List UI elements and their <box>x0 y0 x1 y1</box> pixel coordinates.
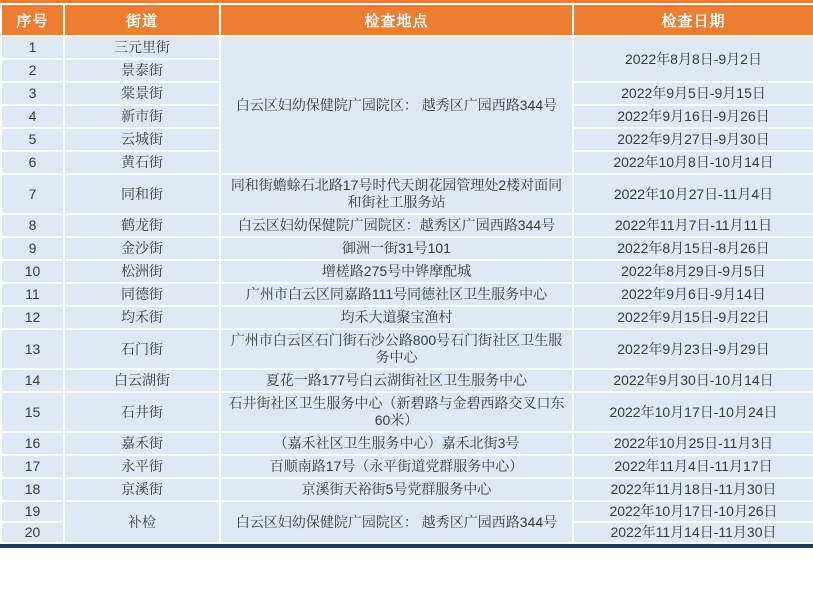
cell-date: 2022年9月6日-9月14日 <box>573 283 813 306</box>
cell-date: 2022年9月15日-9月22日 <box>573 306 813 329</box>
cell-location: 白云区妇幼保健院广园院区：越秀区广园西路344号 <box>220 214 573 237</box>
table-row <box>1 214 813 237</box>
cell-date: 2022年11月7日-11月11日 <box>573 214 813 237</box>
cell-no: 17 <box>1 455 64 478</box>
cell-date: 2022年9月27日-9月30日 <box>573 128 813 151</box>
cell-no: 13 <box>1 329 64 369</box>
cell-street: 棠景街 <box>64 82 220 105</box>
cell-street: 石门街 <box>64 329 220 369</box>
cell-no: 2 <box>1 59 64 82</box>
cell-date: 2022年9月5日-9月15日 <box>573 82 813 105</box>
cell-street: 金沙街 <box>64 237 220 260</box>
cell-street: 新市街 <box>64 105 220 128</box>
table-row <box>1 478 813 501</box>
cell-location: 增槎路275号中铧摩配城 <box>220 260 573 283</box>
cell-no: 9 <box>1 237 64 260</box>
cell-no: 18 <box>1 478 64 501</box>
cell-location: 广州市白云区石门街石沙公路800号石门街社区卫生服务中心 <box>220 329 573 369</box>
cell-street: 补检 <box>64 501 220 543</box>
cell-date: 2022年11月4日-11月17日 <box>573 455 813 478</box>
cell-street: 均禾街 <box>64 306 220 329</box>
table-row <box>1 260 813 283</box>
cell-location: 京溪街天裕街5号党群服务中心 <box>220 478 573 501</box>
cell-street: 同德街 <box>64 283 220 306</box>
cell-street: 三元里街 <box>64 36 220 59</box>
cell-date: 2022年8月8日-9月2日 <box>573 36 813 82</box>
column-header-no: 序号 <box>1 4 64 36</box>
cell-no: 11 <box>1 283 64 306</box>
cell-no: 4 <box>1 105 64 128</box>
header-row <box>1 4 813 36</box>
cell-street: 同和街 <box>64 174 220 214</box>
cell-no: 7 <box>1 174 64 214</box>
cell-date: 2022年8月15日-8月26日 <box>573 237 813 260</box>
column-header-date: 检查日期 <box>573 4 813 36</box>
cell-street: 京溪街 <box>64 478 220 501</box>
cell-no: 12 <box>1 306 64 329</box>
table-row <box>1 237 813 260</box>
column-header-location: 检查地点 <box>220 4 573 36</box>
table-header <box>1 4 813 36</box>
table-row <box>1 306 813 329</box>
cell-no: 8 <box>1 214 64 237</box>
cell-no: 10 <box>1 260 64 283</box>
cell-date: 2022年11月14日-11月30日 <box>573 522 813 543</box>
bottom-border-bar <box>0 544 813 548</box>
table-row <box>1 455 813 478</box>
table-body <box>1 36 813 543</box>
cell-location: （嘉禾社区卫生服务中心）嘉禾北街3号 <box>220 432 573 455</box>
cell-date: 2022年10月17日-10月26日 <box>573 501 813 522</box>
cell-location: 白云区妇幼保健院广园院区： 越秀区广园西路344号 <box>220 36 573 174</box>
cell-no: 6 <box>1 151 64 174</box>
cell-date: 2022年9月30日-10月14日 <box>573 369 813 392</box>
cell-date: 2022年11月18日-11月30日 <box>573 478 813 501</box>
cell-no: 1 <box>1 36 64 59</box>
table-row <box>1 36 813 59</box>
table-row <box>1 283 813 306</box>
cell-location: 同和街蟾蜍石北路17号时代天朗花园管理处2楼对面同和街社工服务站 <box>220 174 573 214</box>
column-header-street: 街道 <box>64 4 220 36</box>
table-row <box>1 174 813 214</box>
cell-date: 2022年10月27日-11月4日 <box>573 174 813 214</box>
cell-date: 2022年8月29日-9月5日 <box>573 260 813 283</box>
cell-no: 14 <box>1 369 64 392</box>
cell-location: 百顺南路17号（永平街道党群服务中心） <box>220 455 573 478</box>
cell-street: 白云湖街 <box>64 369 220 392</box>
cell-no: 3 <box>1 82 64 105</box>
table-row <box>1 329 813 369</box>
cell-no: 5 <box>1 128 64 151</box>
table-row <box>1 501 813 522</box>
cell-location: 均禾大道聚宝渔村 <box>220 306 573 329</box>
cell-location: 石井街社区卫生服务中心（新碧路与金碧西路交叉口东60米） <box>220 392 573 432</box>
cell-street: 松洲街 <box>64 260 220 283</box>
cell-street: 黄石街 <box>64 151 220 174</box>
cell-date: 2022年10月8日-10月14日 <box>573 151 813 174</box>
cell-street: 鹤龙街 <box>64 214 220 237</box>
table-row <box>1 369 813 392</box>
inspection-schedule-table <box>0 3 813 544</box>
table-row <box>1 432 813 455</box>
cell-date: 2022年9月16日-9月26日 <box>573 105 813 128</box>
cell-date: 2022年10月25日-11月3日 <box>573 432 813 455</box>
cell-date: 2022年9月23日-9月29日 <box>573 329 813 369</box>
cell-street: 永平街 <box>64 455 220 478</box>
cell-no: 19 <box>1 501 64 522</box>
cell-location: 白云区妇幼保健院广园院区： 越秀区广园西路344号 <box>220 501 573 543</box>
cell-street: 嘉禾街 <box>64 432 220 455</box>
table-row <box>1 392 813 432</box>
cell-street: 石井街 <box>64 392 220 432</box>
cell-street: 云城街 <box>64 128 220 151</box>
cell-no: 16 <box>1 432 64 455</box>
cell-street: 景泰街 <box>64 59 220 82</box>
cell-no: 15 <box>1 392 64 432</box>
cell-date: 2022年10月17日-10月24日 <box>573 392 813 432</box>
cell-location: 御洲一街31号101 <box>220 237 573 260</box>
cell-no: 20 <box>1 522 64 543</box>
cell-location: 夏花一路177号白云湖街社区卫生服务中心 <box>220 369 573 392</box>
cell-location: 广州市白云区同嘉路111号同德社区卫生服务中心 <box>220 283 573 306</box>
